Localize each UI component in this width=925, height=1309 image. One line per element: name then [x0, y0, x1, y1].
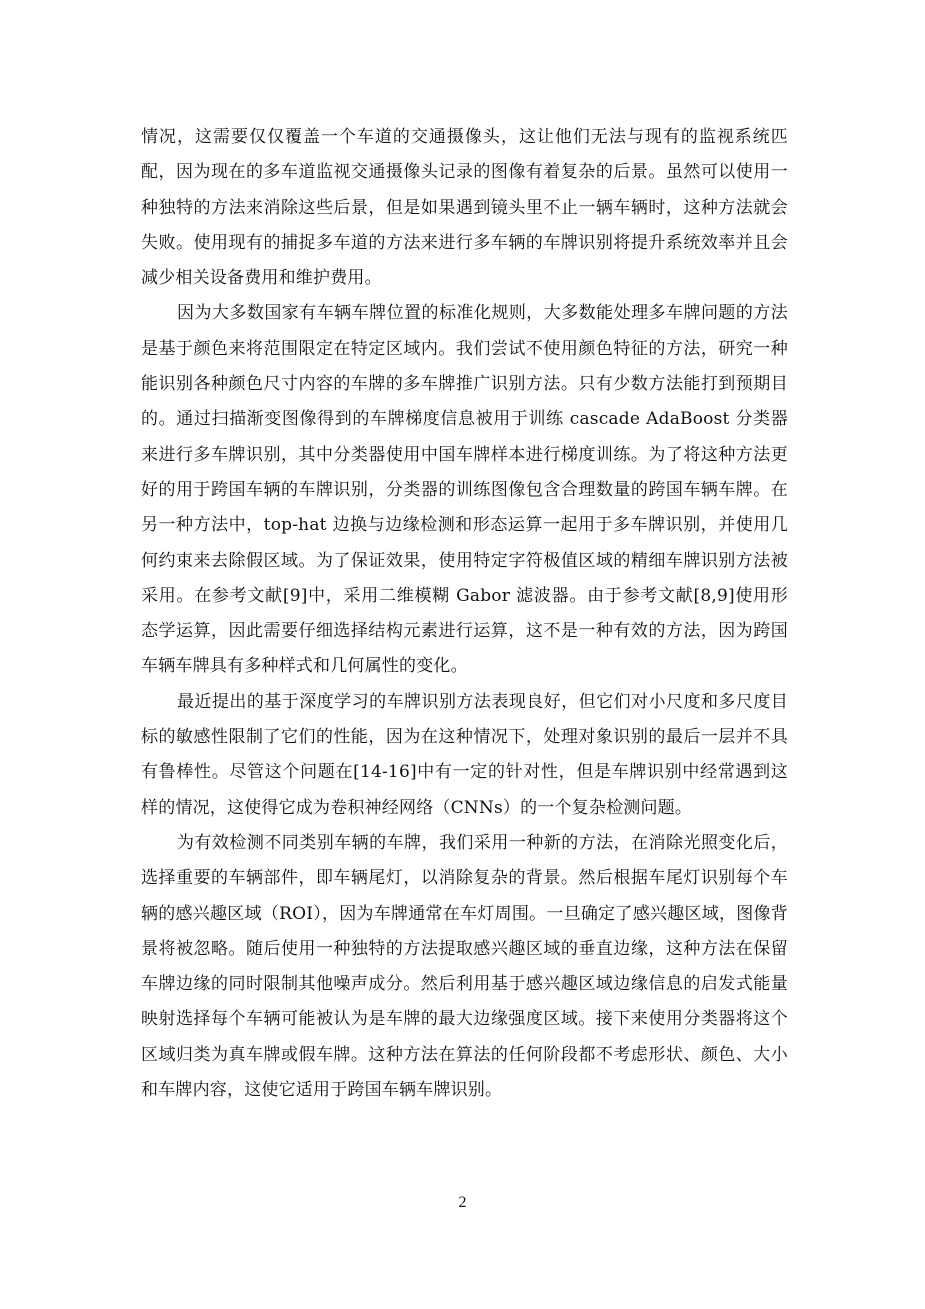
body-text	[141, 120, 788, 1108]
paragraph-3: 最近提出的基于深度学习的车牌识别方法表现良好，但它们对小尺度和多尺度目标的敏感性限制了它们的性能，因为在这种情况下，处理对象识别的最后一层并不具有鲁棒性。尽管这个问题在[14-16]中有一定的针对性，但是车牌识别中经常遇到这样的情况，这使得它成为卷积神经网络（CNNs）的一个复杂检测问题。	[141, 691, 788, 818]
paragraph-2: 因为大多数国家有车辆车牌位置的标准化规则，大多数能处理多车牌问题的方法是基于颜色来将范围限定在特定区域内。我们尝试不使用颜色特征的方法，研究一种能识别各种颜色尺寸内容的车牌的多车牌推广识别方法。只有少数方法能打到预期目的。通过扫描渐变图像得到的车牌梯度信息被用于训练 cascade AdaBoost 分类器来进行多车牌识别，其中分类器使用中国车牌样本进行梯度训练。为了将这种方法更好的用于跨国车辆的车牌识别，分类器的训练图像包含合理数量的跨国车辆车牌。在另一种方法中，top-hat 边换与边缘检测和形态运算一起用于多车牌识别，并使用几何约束来去除假区域。为了保证效果，使用特定字符极值区域的精细车牌识别方法被采用。在参考文献[9]中，采用二维模糊 Gabor 滤波器。由于参考文献[8,9]使用形态学运算，因此需要仔细选择结构元素进行运算，这不是一种有效的方法，因为跨国车辆车牌具有多种样式和几何属性的变化。	[141, 303, 788, 677]
page-number: 2	[458, 1194, 467, 1211]
paragraph-4: 为有效检测不同类别车辆的车牌，我们采用一种新的方法，在消除光照变化后，选择重要的车辆部件，即车辆尾灯，以消除复杂的背景。然后根据车尾灯识别每个车辆的感兴趣区域（ROI），因为车牌通常在车灯周围。一旦确定了感兴趣区域，图像背景将被忽略。随后使用一种独特的方法提取感兴趣区域的垂直边缘，这种方法在保留车牌边缘的同时限制其他噪声成分。然后利用基于感兴趣区域边缘信息的启发式能量映射选择每个车辆可能被认为是车牌的最大边缘强度区域。接下来使用分类器将这个区域归类为真车牌或假车牌。这种方法在算法的任何阶段都不考虑形状、颜色、大小和车牌内容，这使它适用于跨国车辆车牌识别。	[141, 832, 788, 1101]
paragraph-1: 情况，这需要仅仅覆盖一个车道的交通摄像头，这让他们无法与现有的监视系统匹配，因为现在的多车道监视交通摄像头记录的图像有着复杂的后景。虽然可以使用一种独特的方法来消除这些后景，但是如果遇到镜头里不止一辆车辆时，这种方法就会失败。使用现有的捕捉多车道的方法来进行多车辆的车牌识别将提升系统效率并且会减少相关设备费用和维护费用。	[141, 127, 788, 289]
